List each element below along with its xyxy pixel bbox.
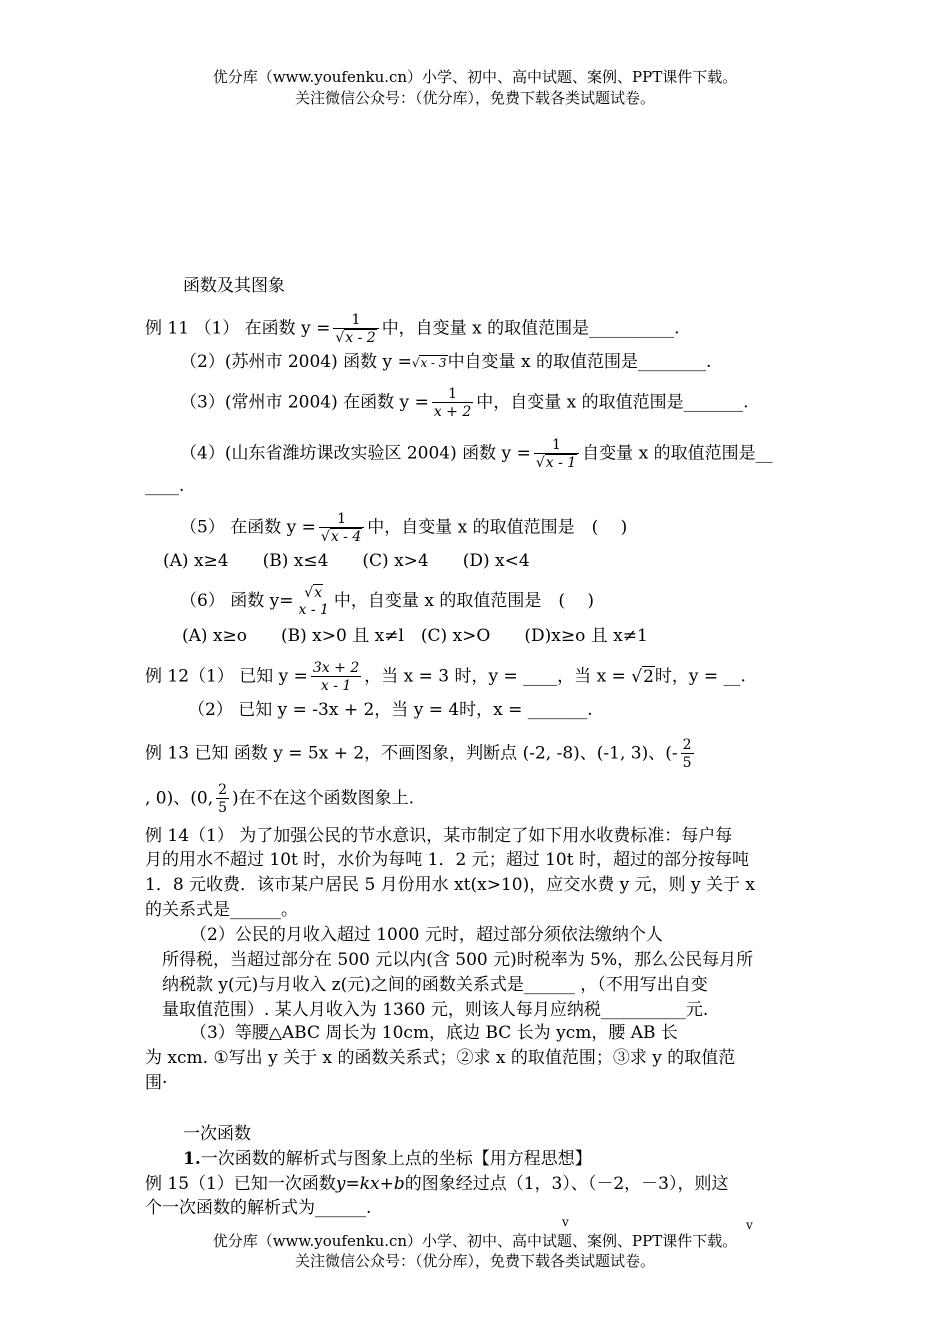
ex11-part5	[180, 511, 627, 545]
ex11-p1-label: 例 11 （1） 在函数 y =	[145, 318, 331, 339]
ex15-formula: y=kx+b	[335, 1174, 405, 1194]
ex12-part1	[145, 660, 746, 694]
ex13-line1	[145, 737, 697, 771]
ex11-part6	[180, 585, 594, 618]
ex15-line1	[145, 1174, 729, 1194]
ex11-p4-label: （4）(山东省潍坊课改实验区 2004) 函数 y =	[180, 443, 531, 464]
ex11-p4-tail: 自变量 x 的取值范围是__	[582, 443, 773, 464]
ex14-p3-l1: （3）等腰△ABC 周长为 10cm，底边 BC 长为 ycm，腰 AB 长	[190, 1023, 678, 1043]
section-title-functions: 函数及其图象	[183, 276, 285, 296]
subsection-1	[183, 1149, 592, 1169]
ex13-frac-2: $\frac{2}{5}$	[218, 782, 228, 816]
ex14-p3-l3: 围·	[145, 1073, 168, 1093]
ex14-p2-l4: 量取值范围）. 某人月收入为 1360 元，则该人每月应纳税__________元.	[162, 1000, 709, 1020]
footer-mark-1: v	[562, 1215, 569, 1229]
ex11-p5-label: （5） 在函数 y =	[180, 517, 316, 538]
ex11-part4	[180, 437, 773, 471]
ex15-l1-b: 的图象经过点（1，3）、（－2，－3），则这	[404, 1174, 729, 1194]
ex11-p1-fraction: $\frac{1}{√x - 2}$	[333, 312, 378, 346]
ex11-part1	[145, 312, 680, 346]
ex11-p4-fraction: $\frac{1}{√x - 1}$	[534, 437, 579, 471]
ex14-p1-l1: 例 14（1） 为了加强公民的节水意识，某市制定了如下用水收费标准：每户每	[145, 826, 733, 846]
ex15-line2: 个一次函数的解析式为______.	[145, 1198, 372, 1218]
section-title-linear: 一次函数	[183, 1124, 251, 1144]
ex11-p2-tail: 中自变量 x 的取值范围是________.	[447, 352, 712, 372]
ex11-p6-fraction: √x x - 1	[298, 585, 329, 618]
ex13-line2	[145, 782, 414, 816]
ex11-p1-den: x - 2	[345, 330, 376, 346]
ex11-p6-tail: 中，自变量 x 的取值范围是 ( )	[333, 591, 594, 611]
ex14-p1-l2: 月的用水不超过 10t 时，水价为每吨 1．2 元；超过 10t 时，超过的部分按每吨	[145, 850, 749, 870]
header-line-1: 优分库（www.youfenku.cn）小学、初中、高中试题、案例、PPT课件下载。	[212, 68, 738, 86]
ex11-p3-tail: 中，自变量 x 的取值范围是_______.	[476, 392, 749, 413]
ex11-p5-tail: 中，自变量 x 的取值范围是 ( )	[367, 517, 628, 538]
footer-line-2: 关注微信公众号：（优分库），免费下载各类试题试卷。	[294, 1252, 655, 1270]
ex12-p1-fraction: $\frac{3x + 2}{x - 1}$	[312, 660, 360, 694]
ex12-p1-label: 例 12（1） 已知 y =	[145, 666, 308, 687]
ex11-p5-fraction: $\frac{1}{√x - 4}$	[319, 511, 364, 545]
ex11-p6-label: （6） 函数 y=	[180, 591, 294, 611]
ex14-p1-l4: 的关系式是______。	[145, 900, 298, 920]
ex11-p6-options: (A) x≥o (B) x>0 且 x≠l (C) x>O (D)x≥o 且 x≠1	[182, 626, 648, 646]
header-line-2: 关注微信公众号：（优分库），免费下载各类试题试卷。	[294, 89, 655, 107]
ex12-p1-sqrt: √2	[631, 666, 654, 687]
ex13-line2-b: )在不在这个函数图象上.	[232, 788, 415, 809]
ex11-p2-sqrt: √x - 3	[411, 356, 447, 370]
footer-mark-2: v	[746, 1218, 753, 1232]
ex11-p1-tail: 中，自变量 x 的取值范围是__________.	[381, 318, 680, 339]
ex14-p2-l3: 纳税款 y(元)与月收入 z(元)之间的函数关系式是______ ，（不用写出自变	[162, 975, 708, 995]
subsection-1-number: 1.	[183, 1149, 201, 1169]
ex12-part2: （2） 已知 y = -3x + 2，当 y = 4时，x = _______.	[188, 700, 593, 720]
ex11-p2-label: （2）(苏州市 2004) 函数 y =	[180, 352, 412, 372]
ex11-part3	[180, 386, 749, 420]
ex11-p5-options: (A) x≥4 (B) x≤4 (C) x>4 (D) x<4	[163, 551, 530, 571]
ex11-p1-num: 1	[351, 312, 361, 328]
ex11-p3-label: （3）(常州市 2004) 在函数 y =	[180, 392, 429, 413]
ex11-p3-fraction: $\frac{1}{x + 2}$	[433, 386, 472, 420]
ex14-p2-l2: 所得税，当超过部分在 500 元以内(含 500 元)时税率为 5%，那么公民每月所	[162, 950, 754, 970]
footer-line-1: 优分库（www.youfenku.cn）小学、初中、高中试题、案例、PPT课件下载。	[212, 1232, 738, 1250]
ex14-p1-l3: 1．8 元收费．该市某户居民 5 月份用水 xt(x>10)，应交水费 y 元，则 y 关于 x	[145, 875, 756, 895]
ex14-p3-l2: 为 xcm. ①写出 y 关于 x 的函数关系式；②求 x 的取值范围；③求 y 的取值范	[145, 1048, 736, 1068]
ex11-p4-tail2: ____.	[145, 476, 185, 496]
ex13-frac-1: $\frac{2}{5}$	[682, 737, 692, 771]
ex13-line2-a: , 0)、(0,	[145, 788, 214, 809]
ex15-l1-a: 例 15（1）已知一次函数	[145, 1174, 336, 1194]
ex14-p2-l1: （2）公民的月收入超过 1000 元时，超过部分须依法缴纳个人	[190, 925, 663, 945]
ex11-part2	[180, 352, 711, 373]
subsection-1-text: 一次函数的解析式与图象上点的坐标【用方程思想】	[200, 1149, 592, 1169]
ex12-p1-mid: ，当 x = 3 时，y = ____，当 x =	[364, 666, 626, 687]
ex13-line1-text: 例 13 已知 函数 y = 5x + 2，不画图象，判断点 (-2, -8)、(-1, 3)、(-	[145, 743, 678, 764]
ex12-p1-tail: 时，y = __.	[654, 666, 746, 687]
